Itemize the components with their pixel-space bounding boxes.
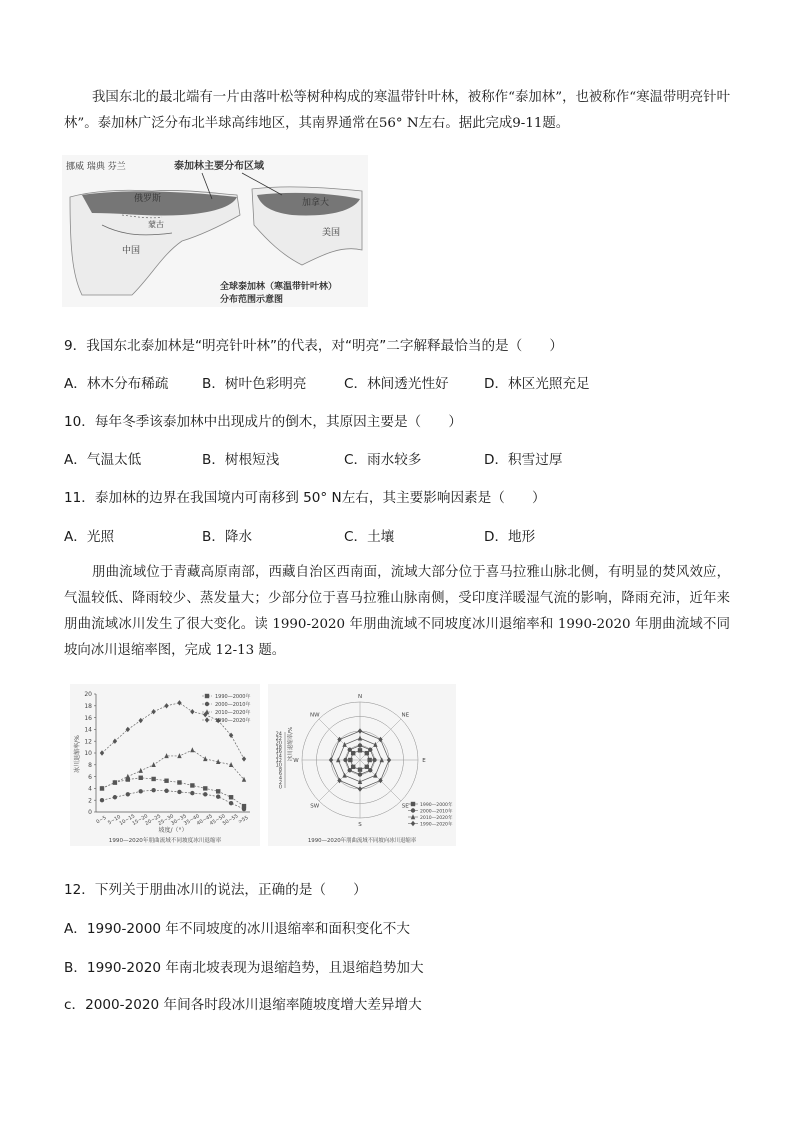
slope-data-point (126, 727, 130, 732)
slope-data-point (203, 786, 207, 790)
slope-data-point (177, 753, 181, 758)
aspect-data-point (351, 765, 355, 769)
q11-option-c[interactable]: C．土壤 (344, 529, 395, 545)
slope-data-point (100, 750, 104, 755)
taiga-map-figure (62, 155, 368, 307)
aspect-data-point (380, 757, 384, 762)
map-label-nordic: 挪威 瑞典 芬兰 (66, 162, 126, 172)
slope-x-tick-label: 30~35 (170, 813, 188, 827)
slope-chart (70, 684, 260, 846)
slope-y-tick-label: 10 (84, 750, 92, 758)
aspect-r-tick-label: 22 (275, 736, 282, 742)
aspect-direction-label: S (358, 822, 362, 828)
aspect-direction-label: W (293, 758, 299, 764)
aspect-data-point (343, 758, 347, 762)
q12-option-a[interactable]: A．1990-2000 年不同坡度的冰川退缩率和面积变化不大 (64, 921, 410, 937)
aspect-direction-label: NE (401, 712, 410, 719)
aspect-direction-label: SE (401, 803, 409, 810)
slope-data-point (177, 700, 181, 705)
slope-x-tick-label: 45~50 (208, 813, 227, 827)
q9-option-c[interactable]: C．林间透光性好 (344, 376, 449, 392)
slope-data-point (203, 792, 207, 796)
slope-data-point (216, 794, 220, 798)
aspect-r-tick-label: 12 (275, 758, 282, 764)
aspect-direction-label: E (422, 758, 426, 764)
aspect-data-point (358, 735, 362, 740)
aspect-direction-label: SW (310, 803, 320, 810)
aspect-r-tick-label: 20 (275, 740, 282, 747)
aspect-r-tick-label: 18 (275, 744, 282, 751)
aspect-data-point (348, 748, 352, 752)
slope-y-label: 冰川退缩率/% (74, 735, 81, 773)
aspect-r-tick-label: 4 (278, 775, 282, 782)
aspect-data-point (373, 773, 377, 778)
slope-legend-marker (205, 702, 209, 706)
q10-option-a[interactable]: A．气温太低 (64, 452, 142, 468)
slope-data-point (151, 788, 155, 792)
aspect-data-point (329, 757, 333, 762)
aspect-r-tick-label: 8 (278, 766, 282, 773)
slope-x-tick-label: 10~15 (118, 813, 137, 827)
map-label-canada: 加拿大 (302, 198, 330, 208)
slope-x-tick-label: 50~55 (221, 813, 240, 827)
passage-glacier (64, 560, 730, 664)
slope-x-tick-label: 0~5 (95, 814, 108, 826)
map-label-region: 泰加林主要分布区域 (174, 161, 264, 172)
slope-data-point (190, 791, 194, 795)
slope-data-point (139, 718, 143, 723)
slope-y-tick-label: 2 (88, 797, 92, 805)
aspect-data-point (351, 751, 355, 755)
aspect-data-point (367, 758, 371, 762)
aspect-chart-title: 1990—2020年朋曲流域不同坡向冰川退缩率 (307, 838, 417, 844)
slope-data-point (139, 776, 143, 780)
aspect-r-tick-label: 6 (278, 771, 282, 778)
slope-series-line (102, 750, 244, 788)
slope-x-tick-label: 15~20 (131, 813, 150, 827)
slope-y-tick-label: 16 (84, 714, 92, 722)
aspect-r-tick-label: 2 (278, 780, 282, 786)
aspect-legend-marker (411, 808, 415, 812)
aspect-legend-marker (411, 821, 415, 826)
slope-legend-marker (205, 717, 209, 722)
slope-data-point (151, 762, 155, 767)
slope-data-point (113, 795, 117, 799)
slope-data-point (242, 756, 246, 761)
aspect-legend-label: 1990—2020年 (420, 822, 453, 828)
slope-y-tick-label: 20 (84, 691, 92, 699)
slope-legend-label: 1990—2020年 (215, 718, 251, 724)
slope-y-tick-label: 0 (88, 809, 92, 817)
q12-option-c[interactable]: c．2000-2020 年间各时段冰川退缩率随坡度增大差异增大 (64, 997, 422, 1013)
aspect-data-point (342, 773, 346, 778)
map-label-usa: 美国 (322, 228, 341, 238)
aspect-chart-figure (268, 684, 456, 846)
slope-data-point (126, 792, 130, 796)
slope-y-tick-label: 4 (88, 785, 92, 793)
slope-data-point (164, 779, 168, 783)
slope-x-tick-label: 20~25 (144, 813, 162, 827)
slope-data-point (139, 768, 143, 773)
map-label-china: 中国 (122, 246, 141, 256)
q10-option-d[interactable]: D．积雪过厚 (484, 452, 563, 468)
aspect-data-point (368, 768, 372, 772)
aspect-data-point (358, 743, 362, 747)
slope-data-point (164, 703, 168, 708)
slope-x-tick-label: 5~10 (106, 814, 122, 827)
map-caption-1: 全球泰加林（寒温带针叶林） (220, 282, 338, 292)
slope-y-tick-label: 18 (84, 703, 92, 710)
slope-legend-label: 2010—2020年 (215, 710, 251, 716)
slope-data-point (190, 783, 194, 787)
slope-x-tick-label: 25~30 (157, 813, 175, 827)
aspect-legend-label: 2000—2010年 (420, 809, 453, 815)
slope-data-point (151, 777, 155, 781)
map-label-mongolia: 蒙古 (148, 220, 164, 229)
slope-data-point (229, 733, 233, 738)
q9-option-b[interactable]: B．树叶色彩明亮 (202, 376, 307, 392)
question-11: 11．泰加林的边界在我国境内可南移到 50° N左右，其主要影响因素是（ ） (64, 490, 546, 506)
slope-data-point (139, 789, 143, 793)
slope-series-line (102, 778, 244, 806)
aspect-r-tick-label: 14 (275, 753, 282, 760)
slope-x-label: 坡度/（°） (158, 827, 188, 834)
q10-option-c[interactable]: C．雨水较多 (344, 452, 422, 468)
slope-legend-label: 1990—2000年 (215, 694, 251, 700)
q9-option-d[interactable]: D．林区光照充足 (484, 376, 590, 392)
slope-data-point (177, 780, 181, 784)
slope-y-tick-label: 6 (88, 773, 92, 781)
slope-y-tick-label: 8 (88, 762, 92, 769)
slope-data-point (126, 774, 130, 779)
slope-data-point (151, 709, 155, 714)
aspect-data-point (365, 751, 369, 755)
slope-chart-title: 1990—2020年朋曲流域不同坡度冰川退缩率 (108, 838, 222, 844)
aspect-data-point (358, 786, 362, 791)
slope-chart-figure (70, 684, 260, 846)
aspect-data-point (368, 748, 372, 752)
slope-data-point (190, 709, 194, 714)
passage-glacier-text: 朋曲流域位于青藏高原南部，西藏自治区西南面，流域大部分位于喜马拉雅山脉北侧，有明显的焚风效应，气温较低、降雨较少、蒸发量大；少部分位于喜马拉雅山脉南侧，受印度洋暖湿气流的影响，降雨充沛，近年来朋曲流域冰川发生了很大变化。读 1990-2020 年朋曲流域不同坡度冰川退缩率和 1990-2020 年朋曲流域不同坡向冰川退缩率图，完成 12-13 题。 (64, 565, 730, 658)
q11-option-b[interactable]: B．降水 (202, 529, 253, 545)
aspect-data-point (358, 728, 362, 733)
aspect-r-tick-label: 10 (275, 762, 282, 769)
question-9: 9．我国东北泰加林是“明亮针叶林”的代表，对“明亮”二字解释最恰当的是（ ） (64, 338, 564, 354)
taiga-map (62, 155, 368, 307)
slope-data-point (177, 790, 181, 794)
slope-data-point (216, 789, 220, 793)
slope-series-line (102, 790, 244, 809)
slope-y-tick-label: 14 (84, 726, 92, 734)
question-10: 10．每年冬季该泰加林中出现成片的倒木，其原因主要是（ ） (64, 414, 462, 430)
slope-data-point (190, 747, 194, 752)
slope-data-point (229, 795, 233, 799)
aspect-data-point (372, 758, 376, 762)
q12-option-b[interactable]: B．1990-2020 年南北坡表现为退缩趋势，且退缩趋势加大 (64, 960, 424, 976)
slope-y-tick-label: 12 (84, 738, 92, 746)
aspect-data-point (336, 757, 340, 762)
q11-option-d[interactable]: D．地形 (484, 529, 536, 545)
q9-option-a[interactable]: A．林木分布稀疏 (64, 376, 169, 392)
slope-data-point (113, 739, 117, 744)
slope-x-tick-label: 40~45 (195, 813, 214, 827)
passage-taiga (64, 85, 730, 137)
slope-legend-label: 2000—2010年 (215, 702, 251, 708)
slope-data-point (100, 798, 104, 802)
aspect-legend-label: 2010—2020年 (420, 816, 453, 821)
aspect-data-point (387, 757, 391, 762)
aspect-chart (268, 684, 456, 846)
aspect-data-point (348, 758, 352, 762)
map-caption-2: 分布范围示意图 (220, 295, 284, 305)
slope-x-tick-label: >55 (237, 814, 250, 826)
aspect-r-label: 冰川退缩率/% (288, 726, 294, 762)
aspect-data-point (358, 748, 362, 752)
slope-legend-marker (205, 694, 209, 698)
aspect-r-tick-label: 24 (275, 731, 282, 738)
slope-data-point (229, 801, 233, 805)
q11-option-a[interactable]: A．光照 (64, 529, 115, 545)
passage-taiga-text: 我国东北的最北端有一片由落叶松等树种构成的寒温带针叶林，被称作“泰加林”，也被称作“寒温带明亮针叶林”。泰加林广泛分布北半球高纬地区，其南界通常在56° N左右。据此完成9-11题。 (64, 90, 730, 131)
aspect-direction-label: N (357, 694, 363, 700)
aspect-data-point (365, 765, 369, 769)
aspect-data-point (358, 772, 362, 776)
slope-x-tick-label: 35~40 (183, 813, 201, 827)
slope-data-point (242, 807, 246, 811)
aspect-legend-marker (411, 802, 415, 806)
map-label-russia: 俄罗斯 (134, 194, 162, 204)
slope-data-point (203, 756, 207, 761)
question-12: 12．下列关于朋曲冰川的说法，正确的是（ ） (64, 882, 367, 898)
aspect-direction-label: NW (309, 712, 320, 719)
q10-option-b[interactable]: B．树根短浅 (202, 452, 280, 468)
aspect-r-tick-label: 16 (275, 749, 282, 756)
aspect-data-point (348, 768, 352, 772)
aspect-legend-label: 1990—2000年 (420, 803, 453, 808)
aspect-r-tick-label: 0 (278, 784, 282, 791)
slope-data-point (164, 789, 168, 793)
aspect-data-point (358, 767, 362, 771)
